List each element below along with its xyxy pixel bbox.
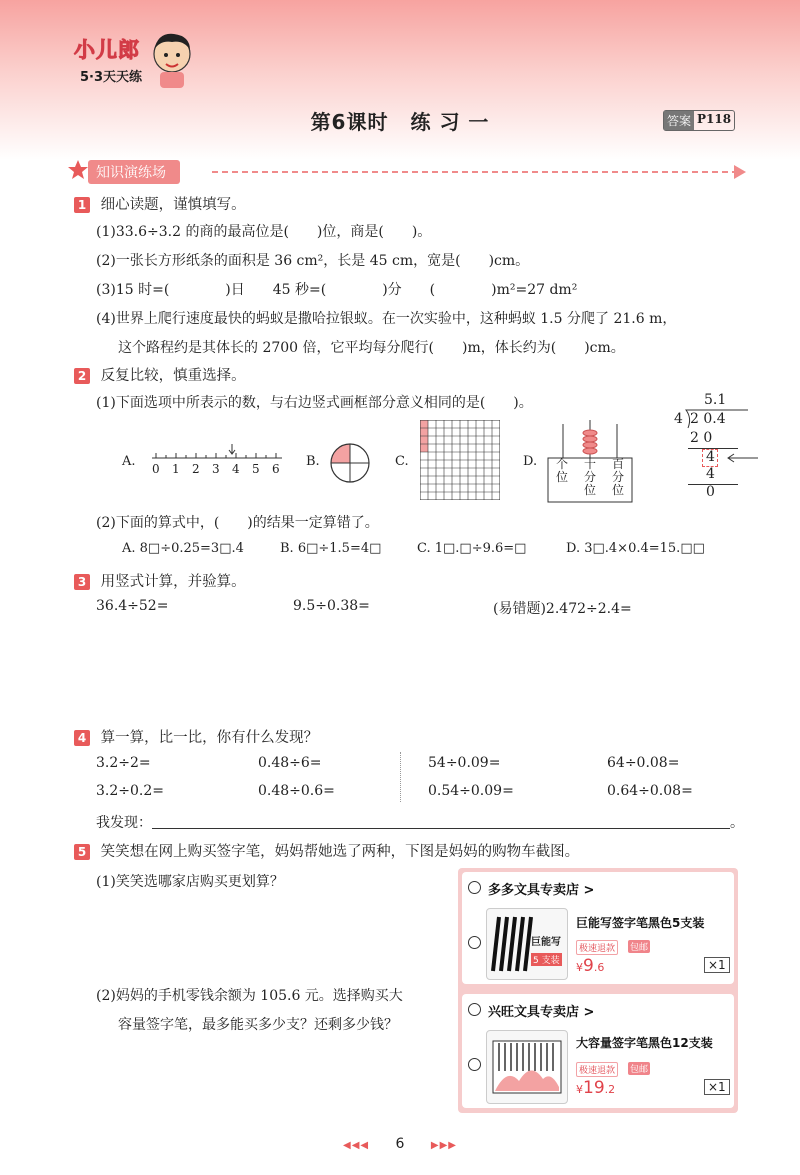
q4-r2-c3: 0.54÷0.09= bbox=[428, 783, 514, 799]
abacus-label-tenths: 十 分 位 bbox=[583, 457, 596, 497]
q1-item-4-cont: 这个路程约是其体长的 2700 倍，它平均每分爬行( )m，体长约为( )cm。 bbox=[118, 340, 625, 356]
q4-divider bbox=[400, 752, 401, 802]
price-decimal: .2 bbox=[604, 1083, 616, 1096]
price-integer: 9 bbox=[583, 956, 594, 976]
q4-r2-c1: 3.2÷0.2= bbox=[96, 783, 164, 799]
pointer-arrow-icon bbox=[724, 452, 760, 464]
answer-reference bbox=[663, 110, 735, 131]
hundred-grid-figure bbox=[420, 420, 500, 500]
q4-r1-c3: 54÷0.09= bbox=[428, 755, 501, 771]
q1-heading bbox=[74, 193, 246, 214]
pen-box-icon bbox=[487, 1031, 567, 1103]
shop2-name[interactable]: 兴旺文具专卖店 > bbox=[488, 1005, 595, 1020]
q4-title: 算一算，比一比，你有什么发现？ bbox=[100, 730, 319, 746]
option-d-label: D. bbox=[523, 454, 538, 469]
q4-r1-c1: 3.2÷2= bbox=[96, 755, 151, 771]
section-title: 知识演练场 bbox=[88, 160, 180, 184]
q1-item-2: (2)一张长方形纸条的面积是 36 cm²，长是 45 cm，宽是( )cm。 bbox=[96, 253, 530, 269]
number-line-label: 1 bbox=[172, 462, 180, 476]
q3-expr-2: 9.5÷0.38= bbox=[293, 598, 370, 614]
q4-number: 4 bbox=[74, 730, 90, 746]
number-line-label: 0 bbox=[152, 462, 160, 476]
dividend: 2 0.4 bbox=[690, 411, 726, 427]
product1-select-radio[interactable] bbox=[468, 936, 481, 949]
q2-number: 2 bbox=[74, 368, 90, 384]
right-arrows-icon: ▶▶▶ bbox=[430, 1140, 457, 1151]
product2-quantity[interactable]: ×1 bbox=[704, 1079, 730, 1095]
product1-tag-refund: 极速退款 bbox=[576, 940, 618, 955]
q4-answer-line bbox=[152, 828, 730, 829]
answer-tag: 答案 bbox=[664, 111, 694, 130]
page-footer bbox=[0, 1136, 800, 1152]
choice-b: B. 6□÷1.5=4□ bbox=[280, 541, 382, 556]
brand-logo: 小儿郎 bbox=[74, 38, 140, 62]
product1-img-badge: 5 支装 bbox=[531, 953, 562, 966]
shop2-select-radio[interactable] bbox=[468, 1003, 481, 1016]
q1-item-4: (4)世界上爬行速度最快的蚂蚁是撒哈拉银蚁。在一次实验中，这种蚂蚁 1.5 分爬了 21.6 m， bbox=[96, 311, 677, 327]
shop1-select-radio[interactable] bbox=[468, 881, 481, 894]
step-3: 4 bbox=[706, 466, 715, 482]
fraction-circle-figure bbox=[330, 443, 370, 483]
abacus-label-ones: 个 位 bbox=[555, 457, 568, 484]
number-line-labels bbox=[150, 462, 285, 476]
currency-symbol: ¥ bbox=[576, 1083, 583, 1096]
number-line-label: 5 bbox=[252, 462, 260, 476]
quotient: 5.1 bbox=[704, 392, 727, 408]
q2-item-2: (2)下面的算式中，( )的结果一定算错了。 bbox=[96, 515, 379, 531]
product2-select-radio[interactable] bbox=[468, 1058, 481, 1071]
choice-c: C. 1□.□÷9.6=□ bbox=[417, 541, 527, 556]
product1-image bbox=[486, 908, 568, 980]
q4-r2-c2: 0.48÷0.6= bbox=[258, 783, 335, 799]
q1-title: 细心读题，谨慎填写。 bbox=[100, 197, 246, 213]
page-number: 6 bbox=[395, 1136, 405, 1152]
boy-mascot-icon bbox=[148, 28, 196, 90]
long-division-figure bbox=[674, 392, 764, 502]
number-line-label: 4 bbox=[232, 462, 240, 476]
section-star-icon bbox=[66, 158, 90, 182]
q4-heading bbox=[74, 726, 318, 747]
product1-img-label: 巨能写 bbox=[531, 937, 561, 948]
q5-heading bbox=[74, 840, 579, 861]
number-line-label: 2 bbox=[192, 462, 200, 476]
abacus-label-hundredths: 百 分 位 bbox=[611, 457, 624, 497]
q1-item-3: (3)15 时=( )日 45 秒=( )分 ( )m²=27 dm² bbox=[96, 282, 578, 298]
cart-card-shop2 bbox=[462, 994, 734, 1108]
choice-d: D. 3□.4×0.4=15.□□ bbox=[566, 541, 705, 556]
q4-finding-label: 我发现： bbox=[96, 815, 152, 831]
q5-item-2a: (2)妈妈的手机零钱余额为 105.6 元。选择购买大 bbox=[96, 988, 403, 1004]
q4-r1-c4: 64÷0.08= bbox=[607, 755, 680, 771]
step-1: 2 0 bbox=[690, 430, 713, 446]
q5-number: 5 bbox=[74, 844, 90, 860]
q3-expr-3: (易错题)2.472÷2.4= bbox=[493, 601, 632, 617]
product2-name[interactable]: 大容量签字笔黑色12支装 bbox=[576, 1036, 713, 1050]
q5-item-2b: 容量签字笔，最多能买多少支？还剩多少钱？ bbox=[118, 1017, 398, 1033]
step-2: 4 bbox=[706, 449, 715, 465]
left-arrows-icon: ◀◀◀ bbox=[343, 1140, 370, 1151]
q5-item-1: (1)笑笑选哪家店购买更划算？ bbox=[96, 874, 284, 890]
number-line-label: 3 bbox=[212, 462, 220, 476]
choice-a: A. 8□÷0.25=3□.4 bbox=[122, 541, 244, 556]
product1-tag-shipping: 包邮 bbox=[628, 940, 650, 953]
cart-card-shop1 bbox=[462, 872, 734, 984]
price-integer: 19 bbox=[583, 1078, 605, 1098]
lesson-name: 练 习 一 bbox=[410, 110, 490, 134]
q2-title: 反复比较，慎重选择。 bbox=[100, 368, 246, 384]
product1-name[interactable]: 巨能写签字笔黑色5支装 bbox=[576, 916, 705, 930]
option-b-label: B. bbox=[306, 454, 320, 469]
q2-item-1: (1)下面选项中所表示的数，与右边竖式画框部分意义相同的是( )。 bbox=[96, 395, 533, 411]
product2-tag-shipping: 包邮 bbox=[628, 1062, 650, 1075]
divider-arrow-icon bbox=[734, 165, 746, 179]
brand-subtitle: 5·3天天练 bbox=[80, 70, 143, 85]
q3-expr-1: 36.4÷52= bbox=[96, 598, 169, 614]
shopping-cart-screenshot bbox=[458, 868, 738, 1113]
option-a-label: A. bbox=[122, 454, 136, 469]
price-decimal: .6 bbox=[593, 961, 605, 974]
product2-price bbox=[576, 1078, 615, 1098]
q3-heading bbox=[74, 570, 246, 591]
product1-price bbox=[576, 956, 604, 976]
currency-symbol: ¥ bbox=[576, 961, 583, 974]
option-c-label: C. bbox=[395, 454, 409, 469]
lesson-label: 第6课时 bbox=[310, 110, 389, 134]
q3-title: 用竖式计算，并验算。 bbox=[100, 574, 246, 590]
abacus-labels bbox=[548, 458, 632, 497]
q4-r2-c4: 0.64÷0.08= bbox=[607, 783, 693, 799]
divisor: 4 bbox=[674, 411, 683, 427]
section-divider bbox=[212, 171, 738, 173]
step-4: 0 bbox=[706, 484, 715, 500]
shop1-name[interactable]: 多多文具专卖店 > bbox=[488, 883, 595, 898]
answer-page: P118 bbox=[697, 112, 732, 126]
q4-end-mark: 。 bbox=[730, 815, 744, 831]
q1-number: 1 bbox=[74, 197, 90, 213]
q2-heading bbox=[74, 364, 246, 385]
product2-tag-refund: 极速退款 bbox=[576, 1062, 618, 1077]
q3-number: 3 bbox=[74, 574, 90, 590]
product2-image bbox=[486, 1030, 568, 1104]
product1-quantity[interactable]: ×1 bbox=[704, 957, 730, 973]
q5-title: 笑笑想在网上购买签字笔，妈妈帮她选了两种，下图是妈妈的购物车截图。 bbox=[100, 844, 580, 860]
q1-item-1: (1)33.6÷3.2 的商的最高位是( )位，商是( )。 bbox=[96, 224, 432, 240]
q4-r1-c2: 0.48÷6= bbox=[258, 755, 322, 771]
number-line-label: 6 bbox=[272, 462, 280, 476]
